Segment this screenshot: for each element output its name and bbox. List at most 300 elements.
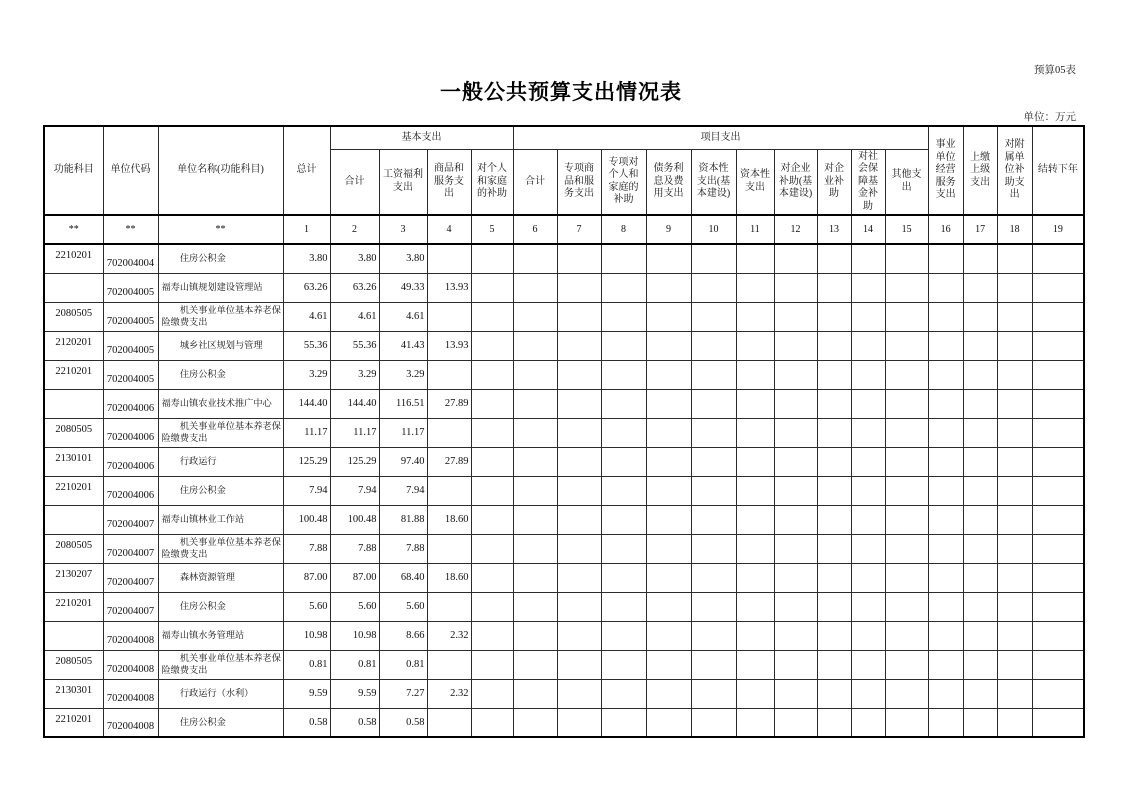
cell-basic-sum: 144.40 — [330, 389, 379, 418]
cell-empty — [774, 650, 817, 679]
cell-empty — [885, 360, 928, 389]
cell-empty — [691, 418, 736, 447]
cell-empty — [1032, 273, 1084, 302]
cell-unit-code: 702004005 — [103, 360, 158, 389]
cell-empty — [963, 360, 997, 389]
cell-empty — [736, 331, 774, 360]
column-index-cell: 1 — [283, 215, 330, 244]
cell-empty — [513, 302, 557, 331]
cell-total: 87.00 — [283, 563, 330, 592]
cell-wages-benefits: 4.61 — [379, 302, 427, 331]
cell-wages-benefits: 41.43 — [379, 331, 427, 360]
cell-empty — [1032, 418, 1084, 447]
cell-empty — [1032, 621, 1084, 650]
cell-empty — [557, 505, 601, 534]
cell-empty — [646, 708, 691, 737]
cell-basic-sum: 3.80 — [330, 244, 379, 273]
cell-empty — [557, 244, 601, 273]
cell-unit-code: 702004007 — [103, 534, 158, 563]
cell-empty — [817, 592, 851, 621]
cell-empty — [646, 360, 691, 389]
cell-goods-services: 13.93 — [427, 273, 471, 302]
cell-empty — [963, 621, 997, 650]
cell-wages-benefits: 11.17 — [379, 418, 427, 447]
cell-empty — [1032, 360, 1084, 389]
cell-empty — [774, 302, 817, 331]
cell-empty — [928, 302, 963, 331]
cell-empty — [601, 476, 646, 505]
cell-function-code: 2130207 — [44, 563, 103, 592]
cell-empty — [601, 244, 646, 273]
cell-unit-name: 福寿山镇规划建设管理站 — [158, 273, 283, 302]
cell-empty — [997, 302, 1032, 331]
column-index-cell: 15 — [885, 215, 928, 244]
cell-empty — [851, 708, 885, 737]
cell-unit-code: 702004006 — [103, 418, 158, 447]
cell-total: 10.98 — [283, 621, 330, 650]
cell-empty — [471, 621, 513, 650]
table-row — [44, 505, 1084, 534]
cell-unit-name: 福寿山镇林业工作站 — [158, 505, 283, 534]
cell-goods-services — [427, 302, 471, 331]
cell-empty — [963, 244, 997, 273]
cell-wages-benefits: 8.66 — [379, 621, 427, 650]
cell-empty — [513, 244, 557, 273]
header-capital-expense-construction: 资本性支出(基本建设) — [691, 149, 736, 215]
cell-basic-sum: 0.58 — [330, 708, 379, 737]
header-debt-interest-fees: 债务利息及费用支出 — [646, 149, 691, 215]
cell-empty — [774, 476, 817, 505]
cell-empty — [817, 534, 851, 563]
cell-empty — [646, 389, 691, 418]
cell-empty — [736, 505, 774, 534]
cell-empty — [1032, 708, 1084, 737]
cell-unit-name: 森林资源管理 — [158, 563, 283, 592]
cell-empty — [885, 302, 928, 331]
cell-goods-services — [427, 708, 471, 737]
cell-empty — [646, 418, 691, 447]
cell-empty — [997, 273, 1032, 302]
cell-empty — [997, 447, 1032, 476]
cell-empty — [646, 447, 691, 476]
cell-empty — [513, 273, 557, 302]
table-row — [44, 679, 1084, 708]
table-row — [44, 360, 1084, 389]
cell-unit-code: 702004006 — [103, 447, 158, 476]
cell-empty — [736, 476, 774, 505]
table-header — [44, 126, 1084, 244]
cell-empty — [471, 302, 513, 331]
column-index-cell: 16 — [928, 215, 963, 244]
cell-empty — [471, 505, 513, 534]
cell-empty — [774, 621, 817, 650]
cell-function-code — [44, 273, 103, 302]
header-capital-expense: 资本性支出 — [736, 149, 774, 215]
cell-empty — [691, 447, 736, 476]
cell-empty — [817, 447, 851, 476]
cell-goods-services — [427, 650, 471, 679]
cell-empty — [691, 563, 736, 592]
cell-empty — [601, 360, 646, 389]
cell-empty — [1032, 389, 1084, 418]
cell-function-code: 2210201 — [44, 360, 103, 389]
table-row — [44, 389, 1084, 418]
cell-empty — [736, 592, 774, 621]
cell-empty — [885, 650, 928, 679]
cell-function-code: 2130301 — [44, 679, 103, 708]
table-body — [44, 244, 1084, 737]
cell-empty — [817, 331, 851, 360]
cell-empty — [736, 302, 774, 331]
cell-basic-sum: 5.60 — [330, 592, 379, 621]
cell-empty — [963, 418, 997, 447]
cell-empty — [646, 534, 691, 563]
cell-empty — [736, 244, 774, 273]
cell-empty — [885, 505, 928, 534]
header-func-subject: 功能科目 — [44, 126, 103, 215]
cell-empty — [736, 563, 774, 592]
cell-basic-sum: 11.17 — [330, 418, 379, 447]
cell-wages-benefits: 49.33 — [379, 273, 427, 302]
table-row — [44, 563, 1084, 592]
cell-empty — [774, 331, 817, 360]
cell-empty — [817, 708, 851, 737]
cell-unit-code: 702004008 — [103, 621, 158, 650]
cell-total: 11.17 — [283, 418, 330, 447]
cell-unit-name: 住房公积金 — [158, 476, 283, 505]
cell-goods-services — [427, 592, 471, 621]
cell-wages-benefits: 5.60 — [379, 592, 427, 621]
cell-function-code: 2210201 — [44, 708, 103, 737]
cell-empty — [691, 592, 736, 621]
column-index-cell: 13 — [817, 215, 851, 244]
cell-empty — [1032, 679, 1084, 708]
column-index-cell: 2 — [330, 215, 379, 244]
cell-wages-benefits: 7.27 — [379, 679, 427, 708]
cell-empty — [997, 505, 1032, 534]
cell-basic-sum: 3.29 — [330, 360, 379, 389]
cell-empty — [691, 621, 736, 650]
cell-empty — [963, 273, 997, 302]
cell-empty — [646, 244, 691, 273]
column-index-cell: 6 — [513, 215, 557, 244]
cell-total: 55.36 — [283, 331, 330, 360]
cell-empty — [817, 244, 851, 273]
cell-empty — [817, 418, 851, 447]
cell-empty — [736, 650, 774, 679]
table-row — [44, 621, 1084, 650]
cell-unit-code: 702004005 — [103, 331, 158, 360]
cell-unit-code: 702004005 — [103, 302, 158, 331]
cell-empty — [817, 679, 851, 708]
cell-empty — [1032, 563, 1084, 592]
column-index-cell: 4 — [427, 215, 471, 244]
cell-empty — [601, 592, 646, 621]
header-goods-services: 商品和服务支出 — [427, 149, 471, 215]
table-row — [44, 708, 1084, 737]
cell-empty — [601, 708, 646, 737]
column-index-cell: ** — [103, 215, 158, 244]
cell-empty — [646, 302, 691, 331]
cell-empty — [774, 563, 817, 592]
cell-empty — [646, 563, 691, 592]
cell-empty — [691, 708, 736, 737]
cell-total: 5.60 — [283, 592, 330, 621]
cell-total: 7.88 — [283, 534, 330, 563]
cell-empty — [1032, 505, 1084, 534]
cell-empty — [817, 505, 851, 534]
cell-wages-benefits: 68.40 — [379, 563, 427, 592]
cell-empty — [851, 505, 885, 534]
column-index-cell: 14 — [851, 215, 885, 244]
cell-function-code: 2080505 — [44, 418, 103, 447]
cell-empty — [928, 244, 963, 273]
cell-goods-services — [427, 476, 471, 505]
cell-empty — [774, 679, 817, 708]
cell-empty — [471, 447, 513, 476]
cell-unit-name: 住房公积金 — [158, 708, 283, 737]
cell-empty — [851, 679, 885, 708]
cell-unit-code: 702004007 — [103, 505, 158, 534]
cell-empty — [851, 331, 885, 360]
cell-empty — [928, 534, 963, 563]
cell-empty — [997, 708, 1032, 737]
cell-basic-sum: 7.88 — [330, 534, 379, 563]
cell-empty — [557, 621, 601, 650]
cell-wages-benefits: 3.80 — [379, 244, 427, 273]
header-group-project-expense: 项目支出 — [513, 126, 928, 149]
cell-basic-sum: 125.29 — [330, 447, 379, 476]
cell-empty — [885, 331, 928, 360]
cell-function-code — [44, 389, 103, 418]
cell-empty — [646, 273, 691, 302]
cell-empty — [774, 418, 817, 447]
header-project-sum: 合计 — [513, 149, 557, 215]
cell-empty — [513, 534, 557, 563]
header-enterprise-subsidy-construction: 对企业补助(基本建设) — [774, 149, 817, 215]
table-row — [44, 534, 1084, 563]
cell-total: 4.61 — [283, 302, 330, 331]
cell-empty — [774, 360, 817, 389]
cell-empty — [963, 563, 997, 592]
cell-empty — [557, 650, 601, 679]
header-unit-name: 单位名称(功能科目) — [158, 126, 283, 215]
cell-empty — [928, 389, 963, 418]
cell-unit-name: 城乡社区规划与管理 — [158, 331, 283, 360]
cell-empty — [646, 331, 691, 360]
header-other-expense: 其他支出 — [885, 149, 928, 215]
cell-unit-name: 机关事业单位基本养老保险缴费支出 — [158, 302, 283, 331]
column-index-cell: 7 — [557, 215, 601, 244]
cell-empty — [471, 592, 513, 621]
cell-empty — [557, 447, 601, 476]
cell-wages-benefits: 0.58 — [379, 708, 427, 737]
cell-basic-sum: 55.36 — [330, 331, 379, 360]
cell-basic-sum: 7.94 — [330, 476, 379, 505]
cell-empty — [997, 476, 1032, 505]
budget-table — [43, 125, 1085, 738]
column-index-cell: 19 — [1032, 215, 1084, 244]
cell-function-code — [44, 505, 103, 534]
cell-empty — [928, 418, 963, 447]
cell-empty — [471, 389, 513, 418]
cell-empty — [817, 563, 851, 592]
cell-empty — [513, 679, 557, 708]
cell-unit-name: 福寿山镇农业技术推广中心 — [158, 389, 283, 418]
cell-empty — [601, 563, 646, 592]
cell-empty — [963, 505, 997, 534]
cell-empty — [817, 389, 851, 418]
cell-empty — [885, 708, 928, 737]
cell-empty — [851, 389, 885, 418]
cell-empty — [513, 447, 557, 476]
cell-empty — [646, 505, 691, 534]
cell-empty — [601, 331, 646, 360]
cell-empty — [471, 563, 513, 592]
header-operating-service-expense: 事业单位经营服务支出 — [928, 126, 963, 215]
cell-empty — [963, 650, 997, 679]
cell-wages-benefits: 3.29 — [379, 360, 427, 389]
cell-wages-benefits: 7.94 — [379, 476, 427, 505]
cell-empty — [513, 476, 557, 505]
cell-total: 7.94 — [283, 476, 330, 505]
cell-empty — [885, 273, 928, 302]
cell-goods-services: 18.60 — [427, 505, 471, 534]
cell-empty — [1032, 534, 1084, 563]
cell-empty — [774, 389, 817, 418]
cell-empty — [1032, 650, 1084, 679]
table-row — [44, 447, 1084, 476]
cell-empty — [513, 592, 557, 621]
cell-empty — [601, 418, 646, 447]
cell-unit-code: 702004008 — [103, 708, 158, 737]
cell-empty — [851, 592, 885, 621]
cell-empty — [928, 621, 963, 650]
cell-unit-name: 住房公积金 — [158, 244, 283, 273]
cell-empty — [885, 621, 928, 650]
cell-unit-code: 702004006 — [103, 476, 158, 505]
cell-function-code: 2080505 — [44, 650, 103, 679]
column-index-cell: 18 — [997, 215, 1032, 244]
cell-empty — [736, 273, 774, 302]
cell-empty — [851, 563, 885, 592]
table-row — [44, 302, 1084, 331]
cell-empty — [851, 302, 885, 331]
table-row — [44, 650, 1084, 679]
cell-empty — [513, 389, 557, 418]
header-enterprise-subsidy: 对企业补助 — [817, 149, 851, 215]
cell-empty — [691, 360, 736, 389]
cell-empty — [557, 592, 601, 621]
cell-empty — [774, 505, 817, 534]
cell-empty — [997, 592, 1032, 621]
cell-empty — [471, 418, 513, 447]
cell-empty — [928, 563, 963, 592]
header-individual-family-subsidy: 对个人和家庭的补助 — [471, 149, 513, 215]
cell-empty — [601, 447, 646, 476]
cell-empty — [691, 534, 736, 563]
cell-empty — [817, 476, 851, 505]
cell-empty — [471, 679, 513, 708]
cell-empty — [997, 244, 1032, 273]
cell-empty — [817, 273, 851, 302]
table-row — [44, 244, 1084, 273]
cell-wages-benefits: 0.81 — [379, 650, 427, 679]
cell-goods-services — [427, 534, 471, 563]
cell-empty — [928, 650, 963, 679]
cell-empty — [963, 679, 997, 708]
column-index-cell: ** — [44, 215, 103, 244]
cell-goods-services: 27.89 — [427, 447, 471, 476]
cell-total: 0.81 — [283, 650, 330, 679]
cell-empty — [736, 360, 774, 389]
cell-empty — [963, 476, 997, 505]
cell-empty — [513, 708, 557, 737]
cell-empty — [471, 708, 513, 737]
cell-empty — [1032, 302, 1084, 331]
table-row — [44, 418, 1084, 447]
cell-empty — [885, 447, 928, 476]
cell-total: 3.29 — [283, 360, 330, 389]
cell-unit-code: 702004007 — [103, 592, 158, 621]
cell-empty — [736, 389, 774, 418]
cell-empty — [691, 273, 736, 302]
cell-empty — [851, 244, 885, 273]
cell-goods-services: 18.60 — [427, 563, 471, 592]
cell-empty — [471, 650, 513, 679]
cell-goods-services: 13.93 — [427, 331, 471, 360]
cell-empty — [774, 708, 817, 737]
cell-empty — [646, 650, 691, 679]
cell-empty — [997, 534, 1032, 563]
cell-empty — [885, 418, 928, 447]
cell-total: 0.58 — [283, 708, 330, 737]
cell-basic-sum: 4.61 — [330, 302, 379, 331]
cell-empty — [774, 447, 817, 476]
cell-empty — [774, 592, 817, 621]
column-index-cell: 5 — [471, 215, 513, 244]
cell-empty — [557, 534, 601, 563]
header-unit-code: 单位代码 — [103, 126, 158, 215]
cell-empty — [471, 360, 513, 389]
table-row — [44, 273, 1084, 302]
cell-empty — [646, 476, 691, 505]
cell-unit-name: 机关事业单位基本养老保险缴费支出 — [158, 650, 283, 679]
cell-total: 63.26 — [283, 273, 330, 302]
cell-empty — [963, 302, 997, 331]
cell-empty — [557, 302, 601, 331]
cell-empty — [601, 505, 646, 534]
cell-empty — [691, 650, 736, 679]
cell-empty — [928, 360, 963, 389]
cell-empty — [997, 563, 1032, 592]
cell-function-code: 2210201 — [44, 592, 103, 621]
cell-empty — [817, 650, 851, 679]
cell-total: 9.59 — [283, 679, 330, 708]
cell-unit-name: 住房公积金 — [158, 592, 283, 621]
cell-empty — [557, 273, 601, 302]
cell-goods-services: 2.32 — [427, 621, 471, 650]
cell-empty — [963, 447, 997, 476]
cell-empty — [736, 534, 774, 563]
cell-function-code: 2080505 — [44, 302, 103, 331]
cell-empty — [471, 476, 513, 505]
cell-empty — [557, 389, 601, 418]
cell-empty — [557, 563, 601, 592]
cell-empty — [851, 273, 885, 302]
cell-empty — [851, 650, 885, 679]
header-carryover-next-year: 结转下年 — [1032, 126, 1084, 215]
